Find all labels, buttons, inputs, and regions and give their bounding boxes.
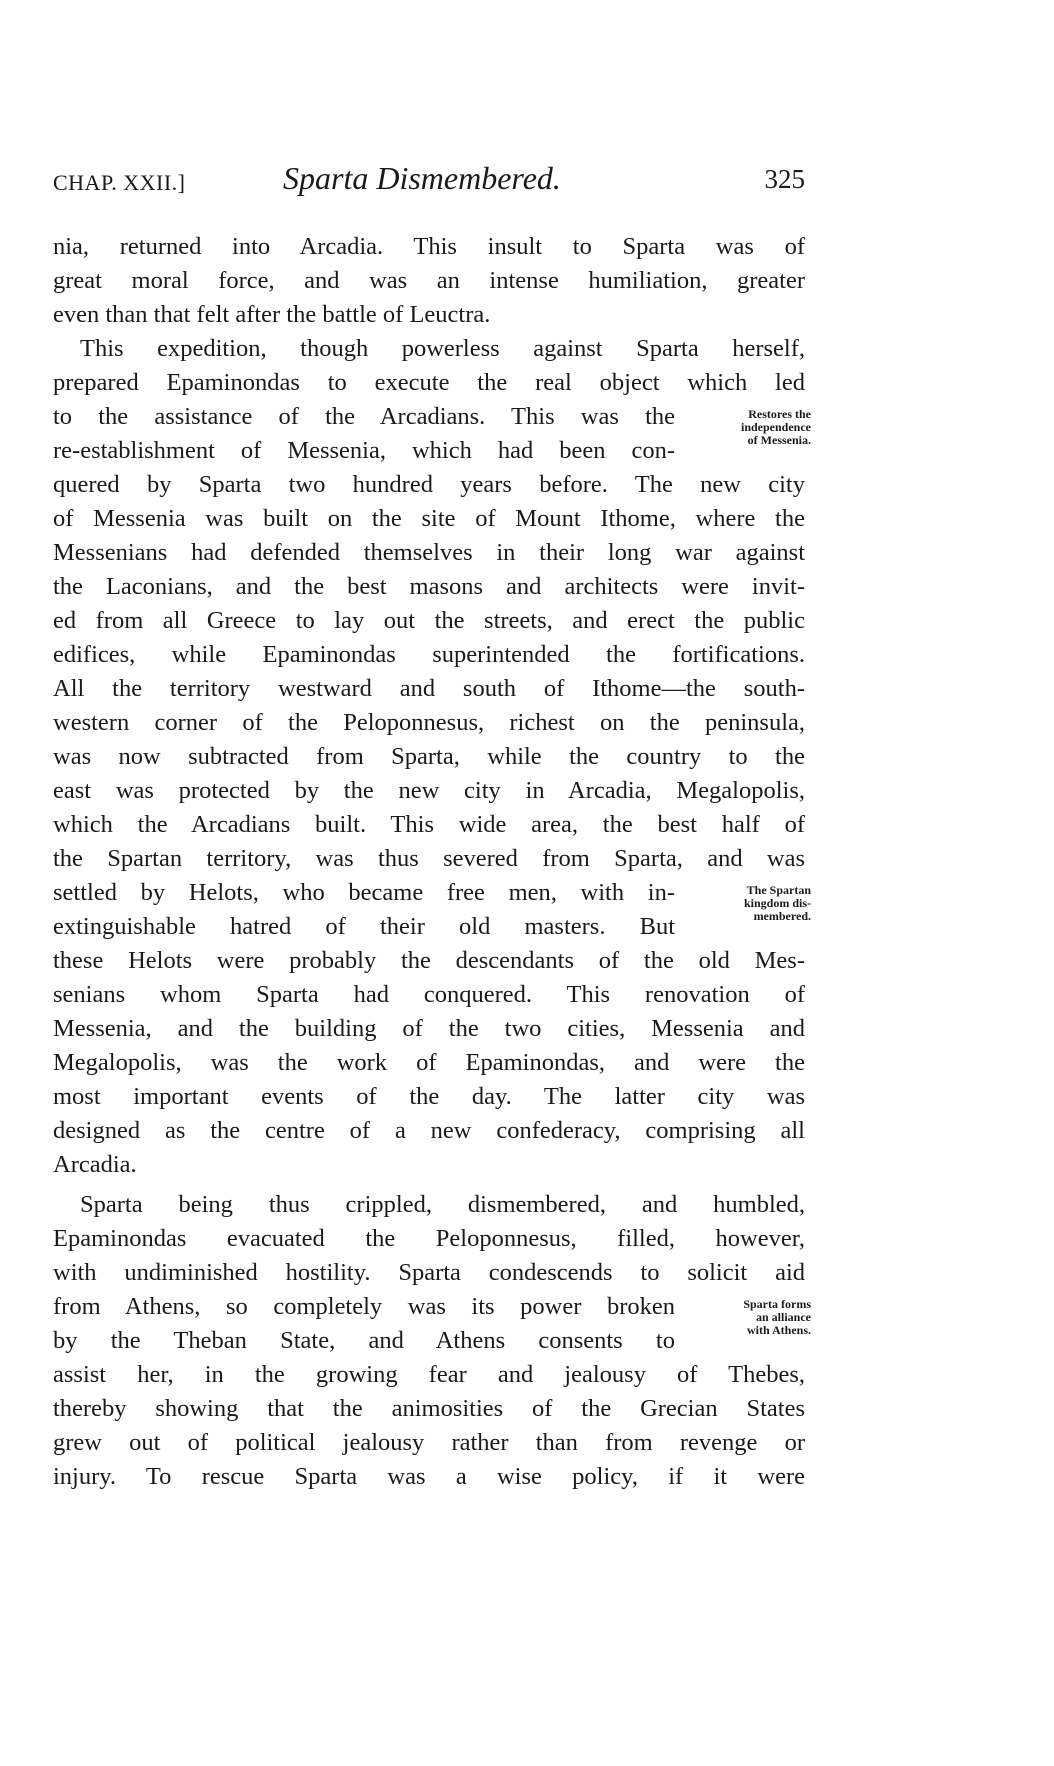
text-line: with undiminished hostility. Sparta condescends to solicit aid xyxy=(53,1259,805,1286)
text-line: the Spartan territory, was thus severed from Sparta, and was xyxy=(53,845,805,872)
running-head xyxy=(53,160,805,200)
margin-note-line: membered. xyxy=(753,909,811,923)
text-line: Messenians had defended themselves in their long war against xyxy=(53,539,805,566)
text-line: from Athens, so completely was its power broken xyxy=(53,1293,675,1320)
text-line: quered by Sparta two hundred years before. The new city xyxy=(53,471,805,498)
text-line: Epaminondas evacuated the Peloponnesus, filled, however, xyxy=(53,1225,805,1252)
text-line: Megalopolis, was the work of Epaminondas, and were the xyxy=(53,1049,805,1076)
text-line: western corner of the Peloponnesus, richest on the peninsula, xyxy=(53,709,805,736)
text-line: re-establishment of Messenia, which had been con- xyxy=(53,437,675,464)
text-line: Arcadia. xyxy=(53,1151,137,1178)
margin-note-line: kingdom dis- xyxy=(743,896,811,910)
text-line: of Messenia was built on the site of Mount Ithome, where the xyxy=(53,505,805,532)
text-line: which the Arcadians built. This wide area, the best half of xyxy=(53,811,805,838)
text-line: designed as the centre of a new confederacy, comprising all xyxy=(53,1117,805,1144)
margin-note-line: Restores the xyxy=(748,407,811,421)
page-title: Sparta Dismembered. xyxy=(283,160,561,196)
margin-note-line: Sparta forms xyxy=(743,1297,811,1311)
text-line: extinguishable hatred of their old masters. But xyxy=(53,913,675,940)
margin-note-line: independence xyxy=(740,420,811,434)
text-line: most important events of the day. The latter city was xyxy=(53,1083,805,1110)
margin-note-line: with Athens. xyxy=(746,1323,811,1337)
text-line: great moral force, and was an intense humiliation, greater xyxy=(53,267,805,294)
text-line: edifices, while Epaminondas superintended the fortifications. xyxy=(53,641,805,668)
text-line: All the territory westward and south of Ithome—the south- xyxy=(53,675,805,702)
page-number: 325 xyxy=(764,164,805,194)
text-line: Messenia, and the building of the two cities, Messenia and xyxy=(53,1015,805,1042)
text-line: nia, returned into Arcadia. This insult to Sparta was of xyxy=(53,233,805,260)
text-line: prepared Epaminondas to execute the real object which led xyxy=(53,369,805,396)
text-line: grew out of political jealousy rather than from revenge or xyxy=(53,1429,805,1456)
text-line: these Helots were probably the descendants of the old Mes- xyxy=(53,947,805,974)
text-line: was now subtracted from Sparta, while the country to the xyxy=(53,743,805,770)
text-line: assist her, in the growing fear and jealousy of Thebes, xyxy=(53,1361,805,1388)
text-line: settled by Helots, who became free men, with in- xyxy=(53,879,675,906)
margin-note-line: The Spartan xyxy=(746,883,811,897)
margin-note xyxy=(683,1298,811,1337)
margin-note-line: an alliance xyxy=(755,1310,811,1324)
text-line: injury. To rescue Sparta was a wise policy, if it were xyxy=(53,1463,805,1490)
margin-note-line: of Messenia. xyxy=(747,433,811,447)
chapter-label: CHAP. XXII.] xyxy=(53,170,186,195)
text-line: senians whom Sparta had conquered. This renovation of xyxy=(53,981,805,1008)
text-line: ed from all Greece to lay out the streets, and erect the public xyxy=(53,607,805,634)
text-line: Sparta being thus crippled, dismembered, and humbled, xyxy=(80,1191,805,1218)
text-line: This expedition, though powerless against Sparta herself, xyxy=(80,335,805,362)
text-line: by the Theban State, and Athens consents to xyxy=(53,1327,675,1354)
text-line: east was protected by the new city in Arcadia, Megalopolis, xyxy=(53,777,805,804)
margin-note xyxy=(683,884,811,923)
text-line: the Laconians, and the best masons and architects were invit- xyxy=(53,573,805,600)
margin-note xyxy=(683,408,811,447)
text-line: even than that felt after the battle of Leuctra. xyxy=(53,301,491,328)
text-line: thereby showing that the animosities of the Grecian States xyxy=(53,1395,805,1422)
text-line: to the assistance of the Arcadians. This was the xyxy=(53,403,675,430)
